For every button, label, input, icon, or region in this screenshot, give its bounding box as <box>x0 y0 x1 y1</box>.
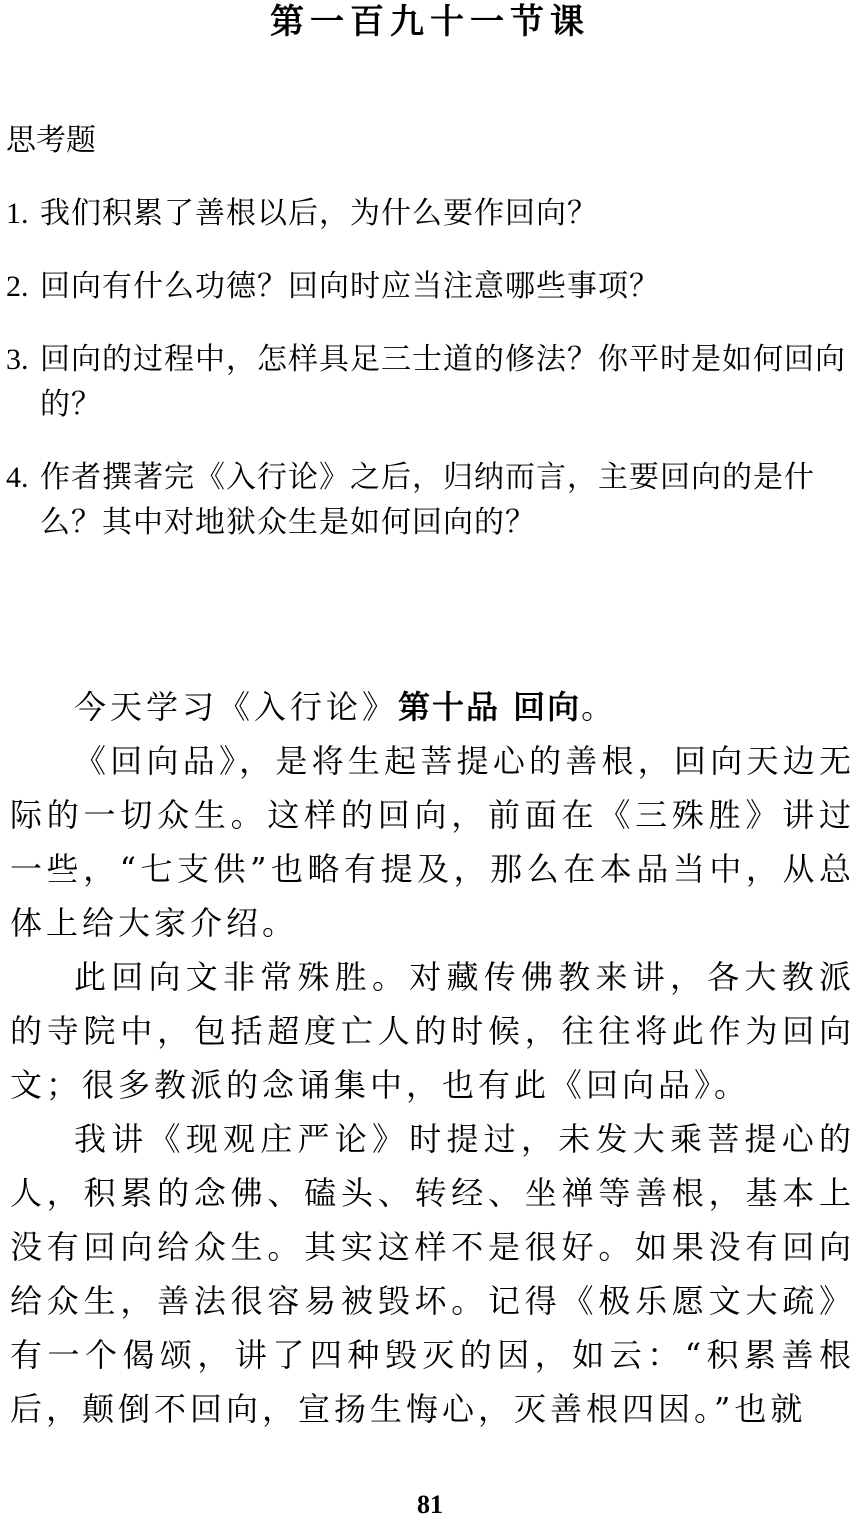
question-item <box>6 264 856 309</box>
body-paragraph: 我讲《现观庄严论》时提过，未发大乘菩提心的人，积累的念佛、磕头、转经、坐禅等善根，基本上没有回向给众生。其实这样不是很好。如果没有回向给众生，善法很容易被毁坏。记得《极乐愿文大疏》有一个偈颂，讲了四种毁灭的因，如云：“积累善根后，颠倒不回向，宣扬生悔心，灭善根四因。”也就 <box>10 1120 855 1428</box>
question-text: 回向的过程中，怎样具足三士道的修法？你平时是如何回向的？ <box>40 343 846 421</box>
intro-prefix: 今天学习《入行论》 <box>74 688 399 726</box>
chapter-heading: 第十品 回向 <box>398 688 582 726</box>
question-text: 作者撰著完《入行论》之后，归纳而言，主要回向的是什么？其中对地狱众生是如何回向的？ <box>40 461 815 539</box>
question-text: 回向有什么功德？回向时应当注意哪些事项？ <box>40 270 660 303</box>
questions-section <box>6 118 856 573</box>
intro-paragraph <box>10 680 855 734</box>
page-number: 81 <box>417 1490 443 1519</box>
body-paragraph: 此回向文非常殊胜。对藏传佛教来讲，各大教派的寺院中，包括超度亡人的时候，往往将此作为回向文；很多教派的念诵集中，也有此《回向品》。 <box>10 958 855 1104</box>
lesson-body <box>10 680 855 1436</box>
question-number: 1. <box>6 197 29 230</box>
question-number: 3. <box>6 343 29 376</box>
question-number: 4. <box>6 461 29 494</box>
lesson-title: 第一百九十一节课 <box>270 2 590 42</box>
body-paragraph: 《回向品》，是将生起菩提心的善根，回向天边无际的一切众生。这样的回向，前面在《三殊胜》讲过一些，“七支供”也略有提及，那么在本品当中，从总体上给大家介绍。 <box>10 742 855 942</box>
questions-heading: 思考题 <box>6 124 96 157</box>
question-item <box>6 191 856 236</box>
question-text: 我们积累了善根以后，为什么要作回向？ <box>40 197 598 230</box>
question-number: 2. <box>6 270 29 303</box>
question-item <box>6 337 856 427</box>
intro-suffix: 。 <box>581 688 618 726</box>
question-item <box>6 455 856 545</box>
